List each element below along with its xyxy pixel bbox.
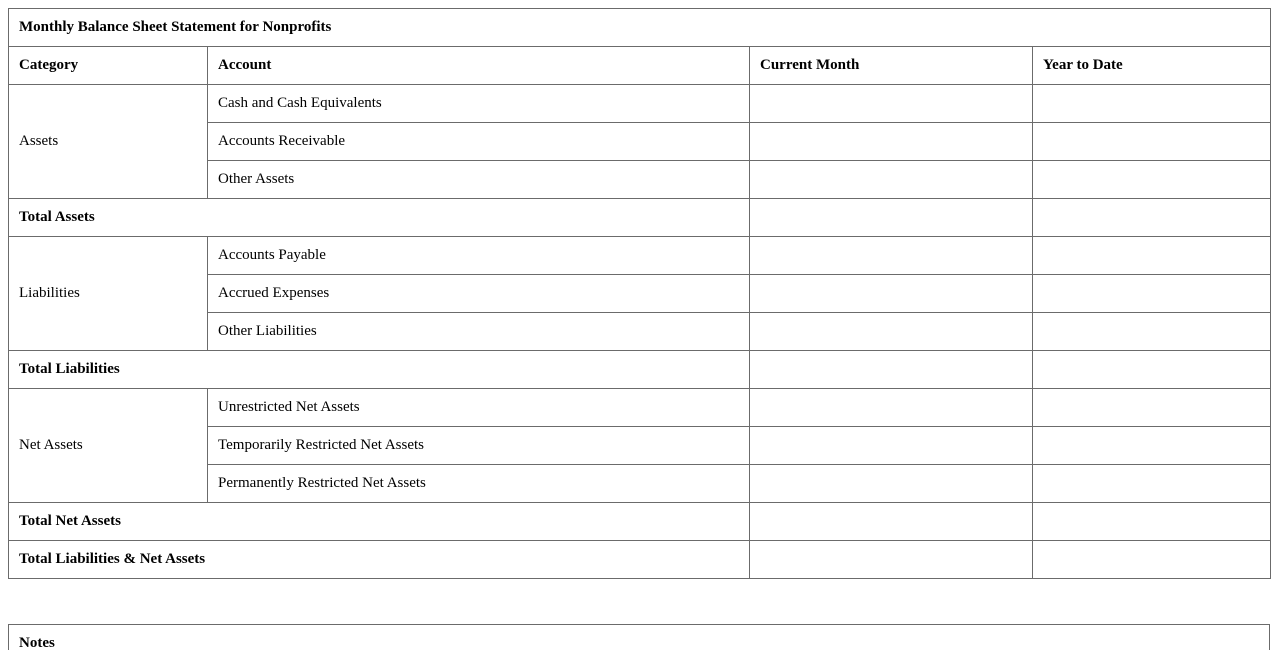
category-net-assets: Net Assets (9, 389, 208, 503)
total-liabilities-label: Total Liabilities (9, 351, 750, 389)
account-cell: Temporarily Restricted Net Assets (208, 427, 750, 465)
table-row (9, 237, 1271, 275)
current-month-cell[interactable] (750, 123, 1033, 161)
year-to-date-cell[interactable] (1033, 275, 1271, 313)
header-account: Account (208, 47, 750, 85)
year-to-date-cell[interactable] (1033, 161, 1271, 199)
account-cell: Other Liabilities (208, 313, 750, 351)
account-cell: Other Assets (208, 161, 750, 199)
total-assets-label: Total Assets (9, 199, 750, 237)
year-to-date-cell[interactable] (1033, 427, 1271, 465)
account-cell: Accounts Receivable (208, 123, 750, 161)
current-month-cell[interactable] (750, 503, 1033, 541)
header-current-month: Current Month (750, 47, 1033, 85)
year-to-date-cell[interactable] (1033, 465, 1271, 503)
current-month-cell[interactable] (750, 351, 1033, 389)
current-month-cell[interactable] (750, 313, 1033, 351)
year-to-date-cell[interactable] (1033, 237, 1271, 275)
account-cell: Unrestricted Net Assets (208, 389, 750, 427)
total-liabilities-net-assets-label: Total Liabilities & Net Assets (9, 541, 750, 579)
year-to-date-cell[interactable] (1033, 541, 1271, 579)
header-year-to-date: Year to Date (1033, 47, 1271, 85)
table-row (9, 85, 1271, 123)
year-to-date-cell[interactable] (1033, 389, 1271, 427)
current-month-cell[interactable] (750, 427, 1033, 465)
sheet-title: Monthly Balance Sheet Statement for Nonprofits (9, 9, 1271, 47)
current-month-cell[interactable] (750, 465, 1033, 503)
account-cell: Accrued Expenses (208, 275, 750, 313)
current-month-cell[interactable] (750, 389, 1033, 427)
account-cell: Accounts Payable (208, 237, 750, 275)
notes-section[interactable] (8, 624, 1270, 650)
year-to-date-cell[interactable] (1033, 199, 1271, 237)
total-row (9, 351, 1271, 389)
current-month-cell[interactable] (750, 161, 1033, 199)
header-category: Category (9, 47, 208, 85)
total-row (9, 503, 1271, 541)
total-net-assets-label: Total Net Assets (9, 503, 750, 541)
category-assets: Assets (9, 85, 208, 199)
header-row (9, 47, 1271, 85)
current-month-cell[interactable] (750, 275, 1033, 313)
grand-total-row (9, 541, 1271, 579)
year-to-date-cell[interactable] (1033, 85, 1271, 123)
year-to-date-cell[interactable] (1033, 123, 1271, 161)
current-month-cell[interactable] (750, 541, 1033, 579)
account-cell: Cash and Cash Equivalents (208, 85, 750, 123)
year-to-date-cell[interactable] (1033, 503, 1271, 541)
balance-sheet-table (8, 8, 1271, 579)
current-month-cell[interactable] (750, 199, 1033, 237)
title-row (9, 9, 1271, 47)
total-row (9, 199, 1271, 237)
year-to-date-cell[interactable] (1033, 351, 1271, 389)
table-row (9, 389, 1271, 427)
year-to-date-cell[interactable] (1033, 313, 1271, 351)
notes-title: Notes (19, 635, 55, 650)
category-liabilities: Liabilities (9, 237, 208, 351)
current-month-cell[interactable] (750, 85, 1033, 123)
current-month-cell[interactable] (750, 237, 1033, 275)
account-cell: Permanently Restricted Net Assets (208, 465, 750, 503)
